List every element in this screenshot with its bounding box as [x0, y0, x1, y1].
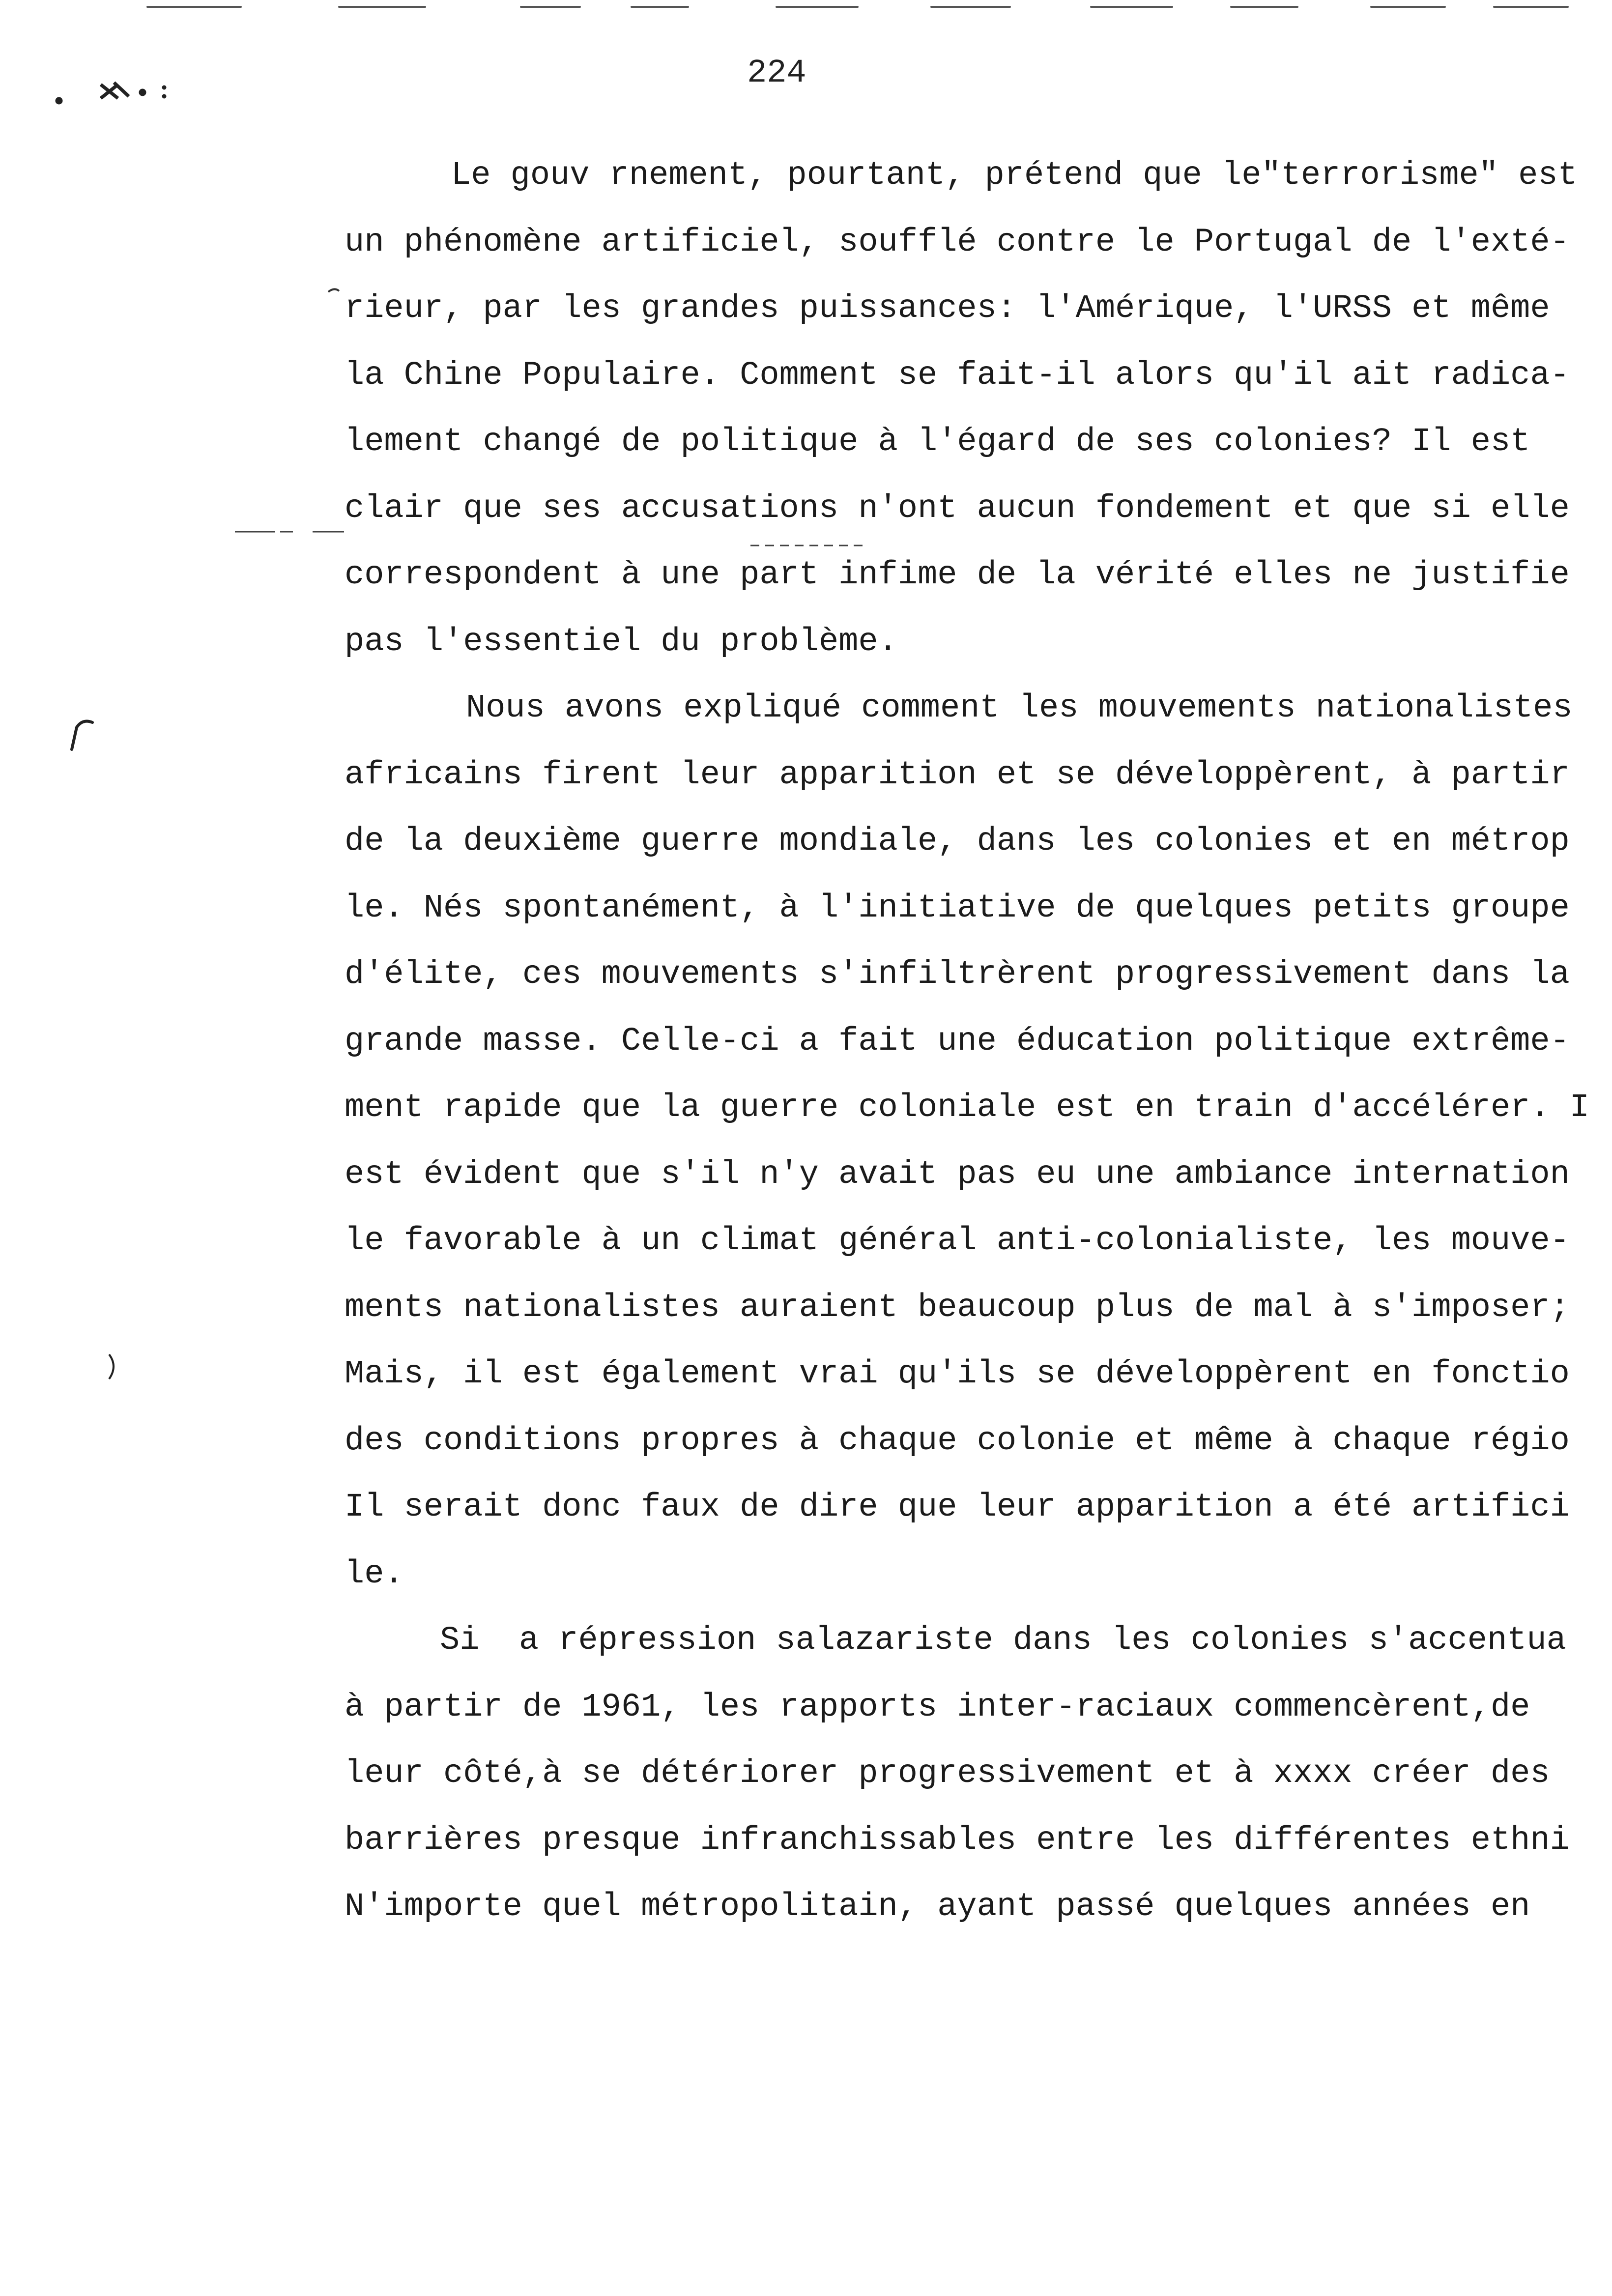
text-line: la Chine Populaire. Comment se fait-il alors qu'il ait radica- [345, 356, 1570, 394]
paragraph [345, 1607, 1603, 1941]
paragraph [345, 143, 1603, 675]
text-line: le. Nés spontanément, à l'initiative de quelques petits groupe [345, 889, 1570, 927]
text-line: un phénomène artificiel, soufflé contre le Portugal de l'exté- [345, 223, 1570, 261]
text-line: correspondent à une part infime de la vérité elles ne justifie [345, 556, 1570, 594]
text-line: africains firent leur apparition et se développèrent, à partir [345, 756, 1570, 794]
stray-marks-top-left [56, 83, 166, 104]
text-line: barrières presque infranchissables entre les différentes ethni [345, 1821, 1570, 1859]
text-line: clair que ses accusations n'ont aucun fondement et que si elle [345, 489, 1570, 527]
text-line: le favorable à un climat général anti-colonialiste, les mouve- [345, 1222, 1570, 1260]
text-line: grande masse. Celle-ci a fait une éducation politique extrême- [345, 1022, 1570, 1060]
paragraph [345, 675, 1603, 1607]
text-line: ments nationalistes auraient beaucoup plus de mal à s'imposer; [345, 1289, 1570, 1326]
margin-tick-mark [72, 721, 92, 749]
text-line: ment rapide que la guerre coloniale est en train d'accélérer. I [345, 1089, 1590, 1126]
text-line: N'importe quel métropolitain, ayant passé quelques années en [345, 1888, 1530, 1925]
text-line: à partir de 1961, les rapports inter-raciaux commencèrent,de [345, 1688, 1530, 1726]
text-line: pas l'essentiel du problème. [345, 623, 898, 660]
text-line: est évident que s'il n'y avait pas eu une ambiance internation [345, 1155, 1570, 1193]
text-line: de la deuxième guerre mondiale, dans les colonies et en métrop [345, 823, 1570, 860]
tilde-mark [328, 289, 339, 292]
text-line: Le gouv rnement, pourtant, prétend que le"terrorisme" est [451, 157, 1578, 194]
body-text [345, 143, 1603, 1941]
text-line: leur côté,à se détériorer progressivement et à xxxx créer des [345, 1755, 1550, 1792]
text-line: Il serait donc faux de dire que leur apparition a été artifici [345, 1489, 1570, 1526]
text-line: des conditions propres à chaque colonie et même à chaque régio [345, 1422, 1570, 1460]
text-line: Si a répression salazariste dans les colonies s'accentua [440, 1622, 1566, 1659]
page-number: 224 [747, 55, 806, 92]
margin-parenthesis-mark [109, 1354, 114, 1379]
text-line: lement changé de politique à l'égard de ses colonies? Il est [345, 423, 1530, 460]
text-line: rieur, par les grandes puissances: l'Amérique, l'URSS et même [345, 290, 1550, 327]
text-line: le. [345, 1555, 404, 1593]
text-line: Mais, il est également vrai qu'ils se développèrent en fonctio [345, 1355, 1570, 1393]
text-line: Nous avons expliqué comment les mouvements nationalistes [466, 689, 1573, 727]
text-line: d'élite, ces mouvements s'infiltrèrent progressivement dans la [345, 956, 1570, 993]
